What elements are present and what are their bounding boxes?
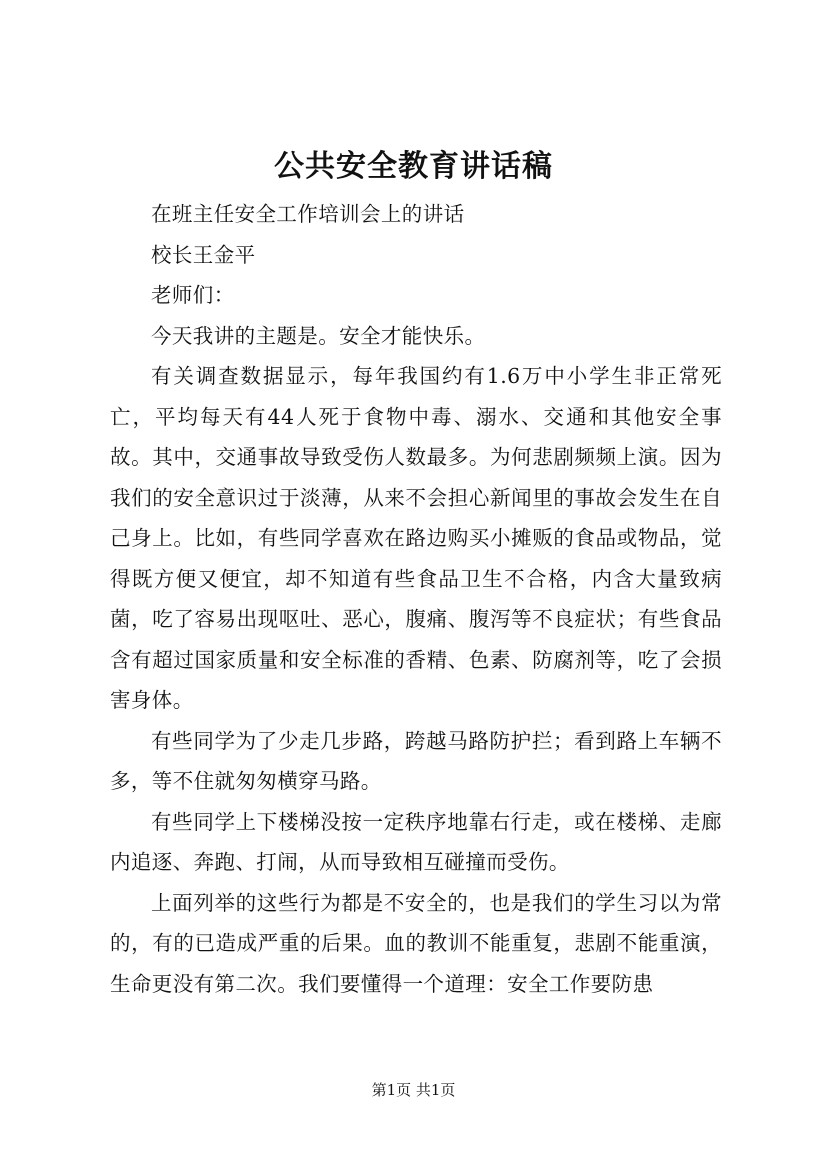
paragraph-salutation: 老师们： <box>151 283 235 307</box>
paragraph-theme: 今天我讲的主题是。安全才能快乐。 <box>151 323 486 348</box>
paragraph-statistics: 有关调查数据显示，每年我国约有1.6万中小学生非正常死亡，平均每天有44人死于食物中毒、溺水、交通和其他安全事故。其中，交通事故导致受伤人数最多。为何悲剧频频上演。因为我们的安全意识过于淡薄，从来不会担心新闻里的事故会发生在自己身上。比如，有些同学喜欢在路边购买小摊贩的食品或物品，觉得既方便又便宜，却不知道有些食品卫生不合格，内含大量致病菌，吃了容易出现呕吐、恶心，腹痛、腹泻等不良症状；有些食品含有超过国家质量和安全标准的香精、色素、防腐剂等，吃了会损害身体。 <box>110 364 722 712</box>
paragraph-meeting-subtitle: 在班主任安全工作培训会上的讲话 <box>151 202 465 226</box>
paragraph-conclusion: 上面列举的这些行为都是不安全的，也是我们的学生习以为常的，有的已造成严重的后果。血的教训不能重复，悲剧不能重演，生命更没有第二次。我们要懂得一个道理：安全工作要防患 <box>110 890 722 996</box>
paragraph-speaker: 校长王金平 <box>151 242 256 267</box>
page-number-footer: 第1页 共1页 <box>371 1081 456 1099</box>
paragraph-stairs: 有些同学上下楼梯没按一定秩序地靠右行走，或在楼梯、走廊内追逐、奔跑、打闹，从而导致相互碰撞而受伤。 <box>110 809 722 874</box>
document-title: 公共安全教育讲话稿 <box>274 149 553 184</box>
document-body <box>110 194 722 1004</box>
paragraph-road-crossing: 有些同学为了少走几步路，跨越马路防护拦；看到路上车辆不多，等不住就匆匆横穿马路。 <box>110 728 722 793</box>
